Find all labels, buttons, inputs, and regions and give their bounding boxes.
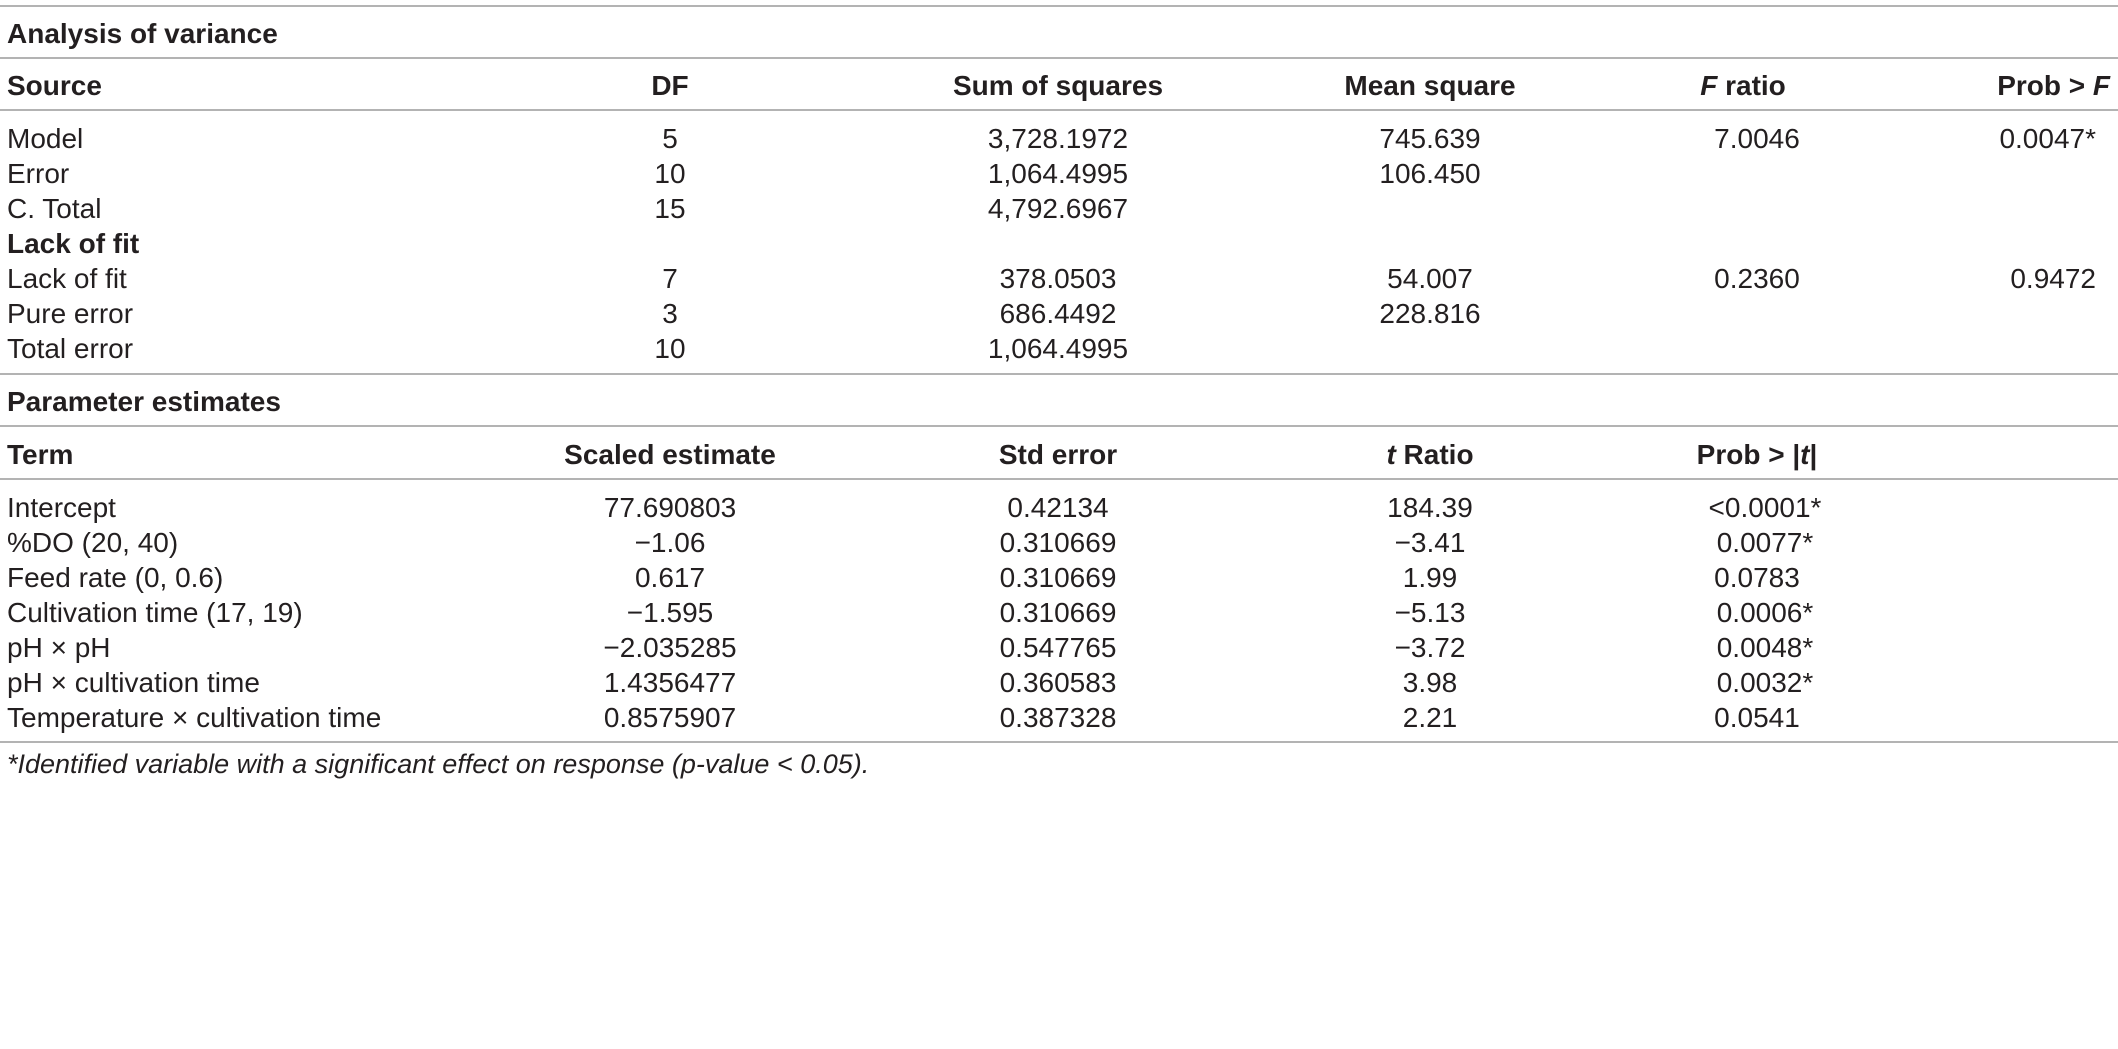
row-p: 0.0783 [1714, 562, 1800, 593]
row-stderr: 0.360583 [999, 667, 1117, 698]
row-estimate: −1.06 [634, 527, 706, 558]
row-ms: 745.639 [1379, 123, 1481, 154]
row-p: 0.0032* [1716, 667, 1814, 698]
row-ss: 686.4492 [999, 298, 1117, 329]
row-ms: 106.450 [1379, 158, 1481, 189]
row-source: Pure error [7, 298, 134, 329]
row-term: %DO (20, 40) [7, 527, 179, 558]
row-term: Intercept [7, 492, 116, 523]
row-ss: 378.0503 [999, 263, 1117, 294]
row-ss: 3,728.1972 [987, 123, 1129, 154]
row-source: C. Total [7, 193, 102, 224]
header-prob-t: Prob > |t| [1696, 439, 1818, 470]
params-title-rule [0, 425, 2118, 427]
row-f: 7.0046 [1714, 123, 1800, 154]
top-rule [0, 5, 2118, 7]
row-ms: 54.007 [1387, 263, 1473, 294]
row-p: 0.0047* [1999, 123, 2096, 154]
anova-header-rule [0, 109, 2118, 111]
lack-of-fit-title: Lack of fit [7, 228, 140, 259]
header-std-error: Std error [998, 439, 1118, 470]
row-df: 7 [662, 263, 678, 294]
row-t: 1.99 [1402, 562, 1458, 593]
row-source: Lack of fit [7, 263, 127, 294]
row-ss: 1,064.4995 [987, 158, 1129, 189]
row-p: 0.0048* [1716, 632, 1814, 663]
params-section-title: Parameter estimates [7, 386, 281, 417]
row-source: Error [7, 158, 70, 189]
row-p: 0.0006* [1716, 597, 1814, 628]
anova-title-rule [0, 57, 2118, 59]
row-term: Cultivation time (17, 19) [7, 597, 303, 628]
params-section-rule [0, 373, 2118, 375]
header-df: DF [651, 70, 689, 101]
row-ms: 228.816 [1379, 298, 1481, 329]
row-stderr: 0.547765 [999, 632, 1117, 663]
row-t: −3.72 [1394, 632, 1466, 663]
row-p: 0.0541 [1714, 702, 1800, 733]
row-f: 0.2360 [1714, 263, 1800, 294]
row-t: 3.98 [1402, 667, 1458, 698]
header-mean-square: Mean square [1344, 70, 1516, 101]
row-df: 10 [654, 158, 686, 189]
row-estimate: −2.035285 [603, 632, 737, 663]
row-estimate: 0.8575907 [603, 702, 737, 733]
row-t: −3.41 [1394, 527, 1466, 558]
header-source: Source [7, 70, 102, 101]
header-sum-of-squares: Sum of squares [952, 70, 1164, 101]
row-term: Temperature × cultivation time [7, 702, 382, 733]
row-p: <0.0001* [1708, 492, 1822, 523]
table-footnote: *Identified variable with a significant effect on response (p-value < 0.05). [7, 749, 870, 779]
row-estimate: 77.690803 [603, 492, 737, 523]
row-df: 3 [662, 298, 678, 329]
row-estimate: 0.617 [634, 562, 706, 593]
header-scaled-estimate: Scaled estimate [564, 439, 776, 470]
row-term: pH × pH [7, 632, 111, 663]
row-ss: 4,792.6967 [987, 193, 1129, 224]
row-t: 2.21 [1402, 702, 1458, 733]
row-df: 15 [654, 193, 686, 224]
row-term: pH × cultivation time [7, 667, 260, 698]
row-source: Model [7, 123, 84, 154]
row-term: Feed rate (0, 0.6) [7, 562, 224, 593]
row-estimate: 1.4356477 [603, 667, 737, 698]
row-source: Total error [7, 333, 134, 364]
bottom-rule [0, 741, 2118, 743]
row-stderr: 0.310669 [999, 562, 1117, 593]
row-ss: 1,064.4995 [987, 333, 1129, 364]
row-stderr: 0.387328 [999, 702, 1117, 733]
header-f-ratio: F ratio [1700, 70, 1786, 101]
row-stderr: 0.310669 [999, 527, 1117, 558]
anova-section-title: Analysis of variance [7, 18, 278, 49]
header-prob-f: Prob > F [1997, 70, 2110, 101]
row-estimate: −1.595 [626, 597, 714, 628]
header-term: Term [7, 439, 74, 470]
row-df: 10 [654, 333, 686, 364]
row-t: −5.13 [1394, 597, 1466, 628]
row-p: 0.9472 [2010, 263, 2096, 294]
params-header-rule [0, 478, 2118, 480]
row-df: 5 [662, 123, 678, 154]
header-t-ratio: t Ratio [1386, 439, 1474, 470]
row-p: 0.0077* [1716, 527, 1814, 558]
row-stderr: 0.42134 [1007, 492, 1109, 523]
row-t: 184.39 [1387, 492, 1473, 523]
row-stderr: 0.310669 [999, 597, 1117, 628]
